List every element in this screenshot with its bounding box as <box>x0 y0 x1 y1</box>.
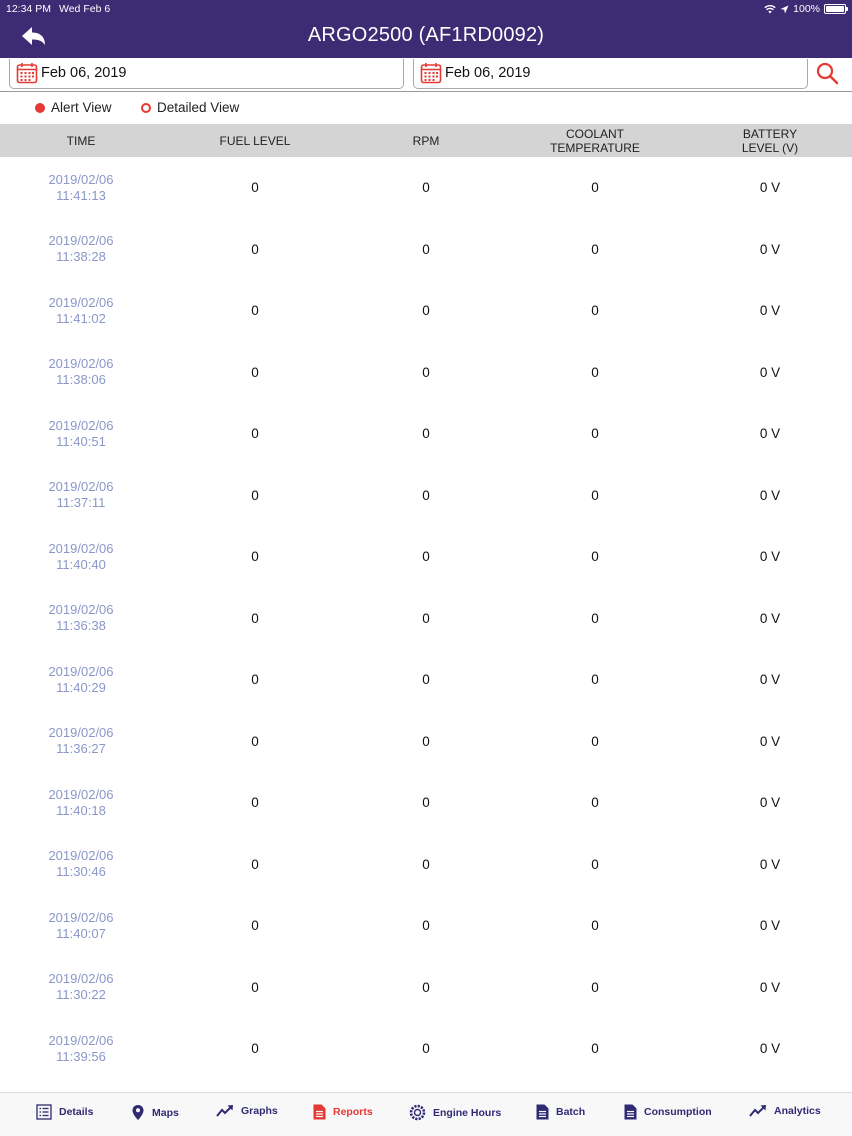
trend-up-icon <box>749 1104 767 1118</box>
cell-battery-level: 0 V <box>759 610 781 626</box>
cell-battery-level: 0 V <box>759 918 781 934</box>
cell-battery-level: 0 V <box>759 979 781 995</box>
cell-coolant-temperature: 0 <box>591 549 599 565</box>
table-row[interactable] <box>0 588 852 650</box>
cell-rpm: 0 <box>422 610 430 626</box>
tab-analytics[interactable]: Analytics <box>749 1104 821 1118</box>
end-date-value: Feb 06, 2019 <box>445 65 531 81</box>
cell-rpm: 0 <box>422 549 430 565</box>
row-date: 2019/02/06 <box>48 479 114 495</box>
cell-rpm: 0 <box>422 856 430 872</box>
table-row[interactable] <box>0 895 852 957</box>
nav-bar <box>0 18 852 58</box>
column-header-battery-level: BATTERY LEVEL (V) <box>741 126 799 155</box>
table-row[interactable] <box>0 465 852 527</box>
cell-timestamp <box>6 1018 156 1080</box>
cell-fuel-level: 0 <box>251 364 259 380</box>
document-icon <box>313 1104 326 1120</box>
row-date: 2019/02/06 <box>48 417 114 433</box>
cell-fuel-level: 0 <box>251 610 259 626</box>
cell-rpm: 0 <box>422 303 430 319</box>
cell-rpm: 0 <box>422 364 430 380</box>
cell-battery-level: 0 V <box>759 180 781 196</box>
row-time: 11:37:11 <box>56 495 106 511</box>
date-range-bar <box>0 58 852 92</box>
cell-fuel-level: 0 <box>251 549 259 565</box>
detailed-view-radio[interactable] <box>141 100 239 115</box>
cell-rpm: 0 <box>422 795 430 811</box>
row-date: 2019/02/06 <box>48 848 114 864</box>
row-date: 2019/02/06 <box>48 663 114 679</box>
cell-rpm: 0 <box>422 979 430 995</box>
status-time: 12:34 PM <box>6 3 51 15</box>
cell-coolant-temperature: 0 <box>591 180 599 196</box>
calendar-icon <box>16 62 38 84</box>
cell-fuel-level: 0 <box>251 303 259 319</box>
cell-rpm: 0 <box>422 918 430 934</box>
row-time: 11:30:22 <box>56 987 106 1003</box>
cell-coolant-temperature: 0 <box>591 795 599 811</box>
cell-battery-level: 0 V <box>759 672 781 688</box>
cell-timestamp <box>6 957 156 1019</box>
location-arrow-icon <box>780 5 789 14</box>
cell-timestamp <box>6 465 156 527</box>
cell-fuel-level: 0 <box>251 672 259 688</box>
row-time: 11:41:02 <box>56 310 106 326</box>
cell-battery-level: 0 V <box>759 426 781 442</box>
status-bar <box>0 0 852 18</box>
cell-battery-level: 0 V <box>759 303 781 319</box>
cell-coolant-temperature: 0 <box>591 487 599 503</box>
row-time: 11:39:56 <box>56 1048 106 1064</box>
cell-coolant-temperature: 0 <box>591 610 599 626</box>
cell-fuel-level: 0 <box>251 1041 259 1057</box>
radio-unselected-icon <box>141 103 151 113</box>
column-header-coolant-temperature: COOLANT TEMPERATURE <box>550 126 640 155</box>
battery-icon <box>824 4 846 14</box>
cell-fuel-level: 0 <box>251 856 259 872</box>
row-time: 11:40:29 <box>56 679 106 695</box>
tab-graphs[interactable]: Graphs <box>216 1104 278 1118</box>
cell-battery-level: 0 V <box>759 549 781 565</box>
row-time: 11:38:06 <box>56 372 106 388</box>
cell-coolant-temperature: 0 <box>591 856 599 872</box>
row-date: 2019/02/06 <box>48 786 114 802</box>
map-pin-icon <box>131 1104 145 1121</box>
cell-timestamp <box>6 711 156 773</box>
report-table-body[interactable] <box>0 157 852 1092</box>
row-time: 11:40:07 <box>56 925 106 941</box>
tab-consumption[interactable]: Consumption <box>624 1104 712 1120</box>
cell-coolant-temperature: 0 <box>591 733 599 749</box>
tab-details[interactable]: Details <box>36 1104 93 1120</box>
detailed-view-label: Detailed View <box>157 100 240 115</box>
cell-timestamp <box>6 403 156 465</box>
cell-timestamp <box>6 772 156 834</box>
table-row[interactable] <box>0 280 852 342</box>
cell-timestamp <box>6 342 156 404</box>
end-date-field[interactable] <box>413 59 808 89</box>
table-row[interactable] <box>0 834 852 896</box>
row-time: 11:40:40 <box>56 556 106 572</box>
cell-rpm: 0 <box>422 180 430 196</box>
row-date: 2019/02/06 <box>48 294 114 310</box>
table-row[interactable] <box>0 1018 852 1080</box>
start-date-field[interactable] <box>9 59 404 89</box>
cell-fuel-level: 0 <box>251 733 259 749</box>
cell-rpm: 0 <box>422 241 430 257</box>
table-row[interactable] <box>0 157 852 219</box>
cell-coolant-temperature: 0 <box>591 241 599 257</box>
search-icon[interactable] <box>815 61 839 85</box>
row-date: 2019/02/06 <box>48 171 114 187</box>
page-title: ARGO2500 (AF1RD0092) <box>307 24 545 46</box>
row-time: 11:40:51 <box>56 433 106 449</box>
column-header-time: TIME <box>66 133 96 148</box>
row-date: 2019/02/06 <box>48 971 114 987</box>
row-time: 11:38:28 <box>56 249 106 265</box>
cell-rpm: 0 <box>422 1041 430 1057</box>
row-date: 2019/02/06 <box>48 540 114 556</box>
row-time: 11:36:27 <box>56 741 106 757</box>
wifi-icon <box>764 4 776 14</box>
start-date-value: Feb 06, 2019 <box>41 65 127 81</box>
cell-fuel-level: 0 <box>251 979 259 995</box>
row-date: 2019/02/06 <box>48 602 114 618</box>
row-time: 11:40:18 <box>56 802 106 818</box>
battery-percent: 100% <box>793 3 820 15</box>
cell-fuel-level: 0 <box>251 241 259 257</box>
cell-coolant-temperature: 0 <box>591 979 599 995</box>
status-date: Wed Feb 6 <box>59 3 111 15</box>
cell-rpm: 0 <box>422 733 430 749</box>
cell-coolant-temperature: 0 <box>591 426 599 442</box>
table-row[interactable] <box>0 342 852 404</box>
cell-battery-level: 0 V <box>759 364 781 380</box>
tab-maps[interactable]: Maps <box>131 1104 179 1121</box>
details-list-icon <box>36 1104 52 1120</box>
cell-fuel-level: 0 <box>251 426 259 442</box>
view-mode-toggle <box>0 92 852 123</box>
cell-battery-level: 0 V <box>759 795 781 811</box>
cell-battery-level: 0 V <box>759 241 781 257</box>
cell-timestamp <box>6 157 156 219</box>
document-icon <box>624 1104 637 1120</box>
table-row[interactable] <box>0 219 852 281</box>
row-time: 11:30:46 <box>56 864 106 880</box>
document-icon <box>536 1104 549 1120</box>
trend-up-icon <box>216 1104 234 1118</box>
cell-battery-level: 0 V <box>759 1041 781 1057</box>
cell-fuel-level: 0 <box>251 487 259 503</box>
cell-battery-level: 0 V <box>759 733 781 749</box>
cell-timestamp <box>6 834 156 896</box>
table-header <box>0 124 852 157</box>
bottom-tab-bar <box>0 1092 852 1136</box>
cell-fuel-level: 0 <box>251 918 259 934</box>
table-row[interactable] <box>0 649 852 711</box>
cell-battery-level: 0 V <box>759 856 781 872</box>
tab-engine-hours[interactable]: Engine Hours <box>409 1104 501 1121</box>
cell-fuel-level: 0 <box>251 180 259 196</box>
cell-coolant-temperature: 0 <box>591 303 599 319</box>
column-header-rpm: RPM <box>412 133 440 148</box>
cell-coolant-temperature: 0 <box>591 918 599 934</box>
engine-gear-icon <box>409 1104 426 1121</box>
row-time: 11:41:13 <box>56 187 106 203</box>
status-right <box>764 3 846 15</box>
cell-timestamp <box>6 280 156 342</box>
row-date: 2019/02/06 <box>48 1032 114 1048</box>
alert-view-radio[interactable] <box>35 100 112 115</box>
calendar-icon <box>420 62 442 84</box>
row-date: 2019/02/06 <box>48 725 114 741</box>
table-row[interactable] <box>0 403 852 465</box>
row-date: 2019/02/06 <box>48 233 114 249</box>
table-row[interactable] <box>0 772 852 834</box>
cell-rpm: 0 <box>422 672 430 688</box>
table-row[interactable] <box>0 957 852 1019</box>
alert-view-label: Alert View <box>51 100 112 115</box>
cell-coolant-temperature: 0 <box>591 364 599 380</box>
tab-batch[interactable]: Batch <box>536 1104 585 1120</box>
cell-fuel-level: 0 <box>251 795 259 811</box>
cell-rpm: 0 <box>422 487 430 503</box>
tab-reports[interactable]: Reports <box>313 1104 373 1120</box>
cell-battery-level: 0 V <box>759 487 781 503</box>
cell-coolant-temperature: 0 <box>591 672 599 688</box>
row-time: 11:36:38 <box>56 618 106 634</box>
cell-rpm: 0 <box>422 426 430 442</box>
cell-timestamp <box>6 649 156 711</box>
column-header-fuel-level: FUEL LEVEL <box>219 133 291 148</box>
cell-coolant-temperature: 0 <box>591 1041 599 1057</box>
row-date: 2019/02/06 <box>48 356 114 372</box>
row-date: 2019/02/06 <box>48 909 114 925</box>
cell-timestamp <box>6 588 156 650</box>
cell-timestamp <box>6 526 156 588</box>
radio-selected-icon <box>35 103 45 113</box>
table-row[interactable] <box>0 711 852 773</box>
cell-timestamp <box>6 895 156 957</box>
table-row[interactable] <box>0 526 852 588</box>
cell-timestamp <box>6 219 156 281</box>
